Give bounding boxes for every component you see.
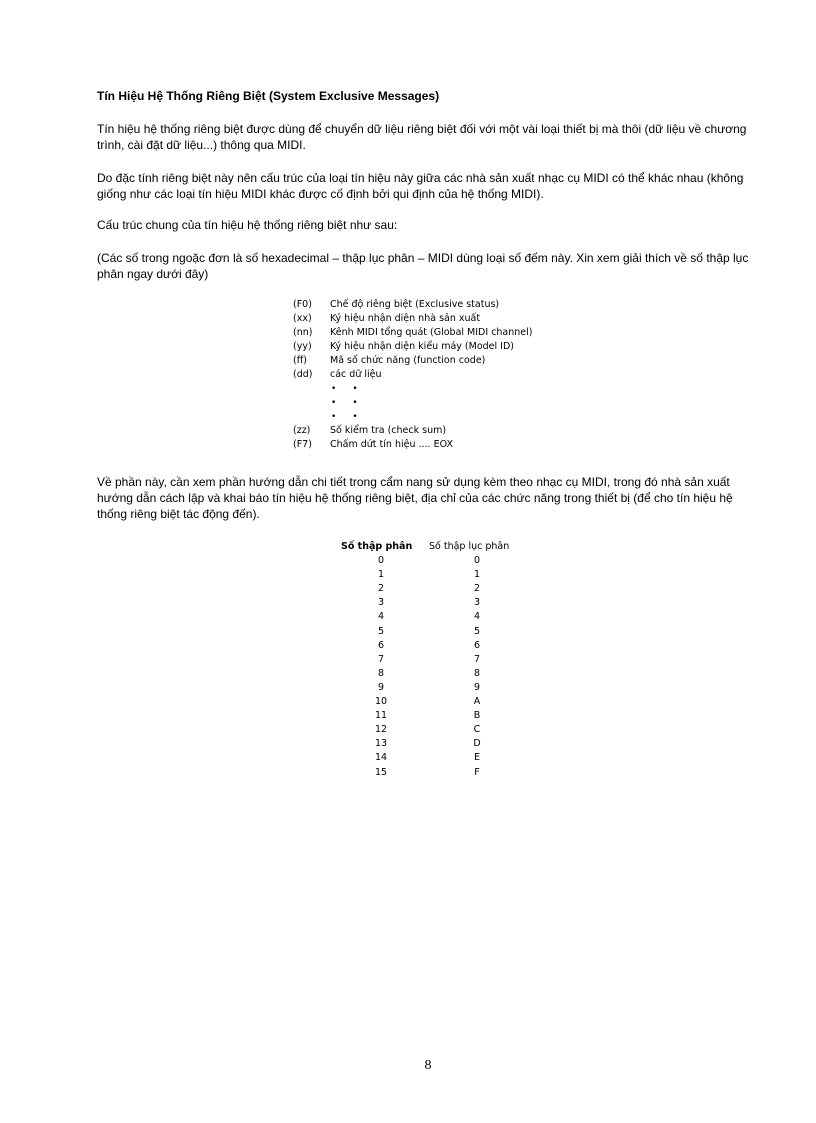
decimal-cell: 2 [377,583,385,595]
structure-row [293,354,533,368]
table-row [335,625,533,639]
structure-desc: Ký hiệu nhận diện kiểu máy (Model ID) [330,341,515,352]
table-row [335,766,533,780]
decimal-cell: 4 [377,611,385,623]
table-row [335,681,533,695]
hex-cell: 3 [473,597,481,609]
structure-desc: Số kiểm tra (check sum) [330,425,447,436]
structure-ellipsis-row [293,396,533,410]
structure-code: (zz) [293,425,311,436]
structure-code: (nn) [293,327,313,338]
bullet-dot: • [331,398,337,408]
bullet-dot: • [352,384,358,394]
bullet-dot: • [331,412,337,422]
decimal-cell: 14 [374,752,388,764]
hex-cell: 8 [473,667,481,679]
decimal-cell: 10 [374,696,388,708]
structure-desc: Chế độ riêng biệt (Exclusive status) [330,299,500,310]
hex-cell: 1 [473,569,481,581]
hex-cell: 9 [473,681,481,693]
structure-code: (F0) [293,299,312,310]
table-row [335,653,533,667]
hex-cell: A [473,696,481,708]
page-number: 8 [424,1058,432,1073]
paragraph-manual-note: Về phần này, cần xem phần hướng dẫn chi tiết trong cẩm nang sử dụng kèm theo nhạc cụ MIDI, trong đó nhà sản xuất hướng dẫn cách lập và khai báo tín hiệu hệ thống riêng biệt, địa chỉ của các chức năng trong thiết bị (để cho tín hiệu hệ thống riêng biệt tác động đến). [97,475,733,521]
structure-row [293,438,533,452]
hex-cell: 0 [473,555,481,567]
structure-desc: Kênh MIDI tổng quát (Global MIDI channel) [330,327,533,338]
header-hex: Số thập lục phân [429,541,510,552]
decimal-cell: 1 [377,569,385,581]
table-row [335,695,533,709]
structure-ellipsis-row [293,382,533,396]
hex-cell: B [473,710,481,722]
bullet-dot: • [331,384,337,394]
table-row [335,709,533,723]
decimal-cell: 12 [374,724,388,736]
paragraph-intro: Tín hiệu hệ thống riêng biệt được dùng để chuyển dữ liệu riêng biệt đối với một vài loại thiết bị mà thôi (dữ liệu về chương trình, cài đặt dữ liệu...) thông qua MIDI. [97,122,747,152]
structure-code: (xx) [293,313,312,324]
structure-row [293,312,533,326]
table-row [335,596,533,610]
structure-ellipsis-row [293,410,533,424]
hex-cell: F [474,766,480,778]
decimal-cell: 8 [377,667,385,679]
table-row [335,582,533,596]
table-row [335,568,533,582]
decimal-hex-table [335,540,533,780]
hex-cell: C [473,724,481,736]
decimal-cell: 6 [377,639,385,651]
table-row [335,667,533,681]
paragraph-hex-note: (Các số trong ngoặc đơn là số hexadecimal – thập lục phân – MIDI dùng loại số đếm này. Xin xem giải thích về số thập lục phân ngay dưới đây) [97,251,749,281]
hex-cell: 7 [473,653,481,665]
structure-row [293,340,533,354]
table-row [335,639,533,653]
structure-row [293,424,533,438]
hex-cell: 2 [473,583,481,595]
hex-cell: 4 [473,611,481,623]
structure-desc: Mã số chức năng (function code) [330,355,486,366]
table-header-row [335,540,533,554]
table-row [335,554,533,568]
hex-cell: D [473,738,481,750]
bullet-dot: • [352,398,358,408]
decimal-cell: 13 [374,738,388,750]
decimal-cell: 0 [377,555,385,567]
structure-row [293,326,533,340]
structure-row [293,368,533,382]
decimal-cell: 5 [377,625,385,637]
structure-desc: Ký hiệu nhận diện nhà sản xuất [330,313,481,324]
table-row [335,737,533,751]
structure-code: (dd) [293,369,313,380]
structure-code: (ff) [293,355,307,366]
structure-code: (yy) [293,341,312,352]
structure-code: (F7) [293,439,312,450]
hex-cell: 5 [473,625,481,637]
header-decimal: Số thập phân [341,541,413,552]
paragraph-structure-intro: Cấu trúc chung của tín hiệu hệ thống riêng biệt như sau: [97,218,398,232]
table-row [335,723,533,737]
table-row [335,610,533,624]
structure-desc: Chấm dứt tín hiệu .... EOX [330,439,453,450]
hex-cell: E [473,752,480,764]
hex-cell: 6 [473,639,481,651]
decimal-cell: 7 [377,653,385,665]
decimal-cell: 3 [377,597,385,609]
table-row [335,751,533,765]
message-structure-list [293,298,533,452]
decimal-cell: 11 [374,710,388,722]
structure-row [293,298,533,312]
decimal-cell: 15 [374,766,388,778]
bullet-dot: • [352,412,358,422]
section-heading: Tín Hiệu Hệ Thống Riêng Biệt (System Exclusive Messages) [97,89,440,103]
structure-desc: các dữ liệu [330,369,382,380]
decimal-cell: 9 [377,681,385,693]
paragraph-characteristics: Do đặc tính riêng biệt này nên cấu trúc của loại tín hiệu này giữa các nhà sản xuất nhạc cụ MIDI có thể khác nhau (không giống như các loại tín hiệu MIDI khác được cố định bởi qui định của hệ thống MIDI). [97,171,744,201]
